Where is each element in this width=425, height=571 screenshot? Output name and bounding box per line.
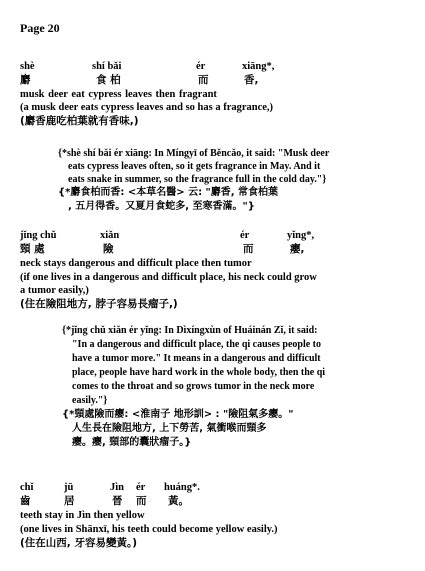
page-number: Page 20 — [20, 21, 60, 35]
note-line: easily."} — [72, 395, 108, 406]
note-line: 人生長在險阻地方, 上下勞苦, 氣衝喉而頸多 — [72, 423, 267, 434]
pinyin: ér — [240, 230, 250, 241]
pinyin: chǐ — [20, 482, 34, 493]
hanzi: 癭, — [290, 243, 305, 255]
note-line: place, people have hard work in the whole body, then the qi — [72, 367, 326, 378]
note-line: {*麝食柏而香: <本草名醫> 云: "麝香, 常食柏葉 — [58, 187, 279, 198]
pinyin: huáng*. — [164, 482, 200, 493]
hanzi: 麝 — [20, 74, 31, 86]
pinyin: shí bǎi — [92, 61, 122, 72]
pinyin: yǐng*, — [287, 230, 315, 241]
pinyin: xiǎn — [100, 230, 120, 241]
note-line: , 五月得香。又夏月食蛇多, 至寒香滿。"} — [68, 201, 255, 212]
hanzi: 食 柏 — [96, 74, 121, 86]
note-line: {*頸處險而癭: <淮南子 地形訓> : "險阻氣多癭。" — [62, 409, 294, 420]
note-line: eats cypress leaves often, so it gets fragrance in May. And it — [68, 161, 321, 172]
hanzi: 頸 處 — [20, 243, 45, 255]
translation: (one lives in Shānxī, his teeth could become yellow easily.) — [20, 524, 278, 535]
hanzi: 晉 — [112, 495, 123, 507]
translation: a tumor easily,) — [20, 285, 89, 296]
hanzi: 險 — [103, 243, 114, 255]
pinyin: jū — [64, 482, 74, 493]
hanzi: 居 — [64, 495, 75, 507]
note-line: eats snake in summer, so the fragrance full in the cold day."} — [68, 174, 327, 185]
pinyin: ér — [136, 482, 146, 493]
translation: (if one lives in a dangerous and difficult place, his neck could grow — [20, 272, 317, 283]
hanzi: 香, — [244, 74, 259, 86]
pinyin: jǐng chǔ — [20, 230, 57, 241]
chinese-translation: (麝香鹿吃柏葉就有香味,) — [20, 115, 139, 127]
note-line: {*shè shí bǎi ér xiāng: In Míngyī of Běncǎo, it said: "Musk deer — [58, 148, 330, 159]
hanzi: 齒 — [20, 495, 31, 507]
note-line: 癭。癭, 頸部的囊狀瘤子。} — [72, 437, 192, 448]
chinese-translation: (住在險阻地方, 脖子容易長瘤子,) — [20, 298, 178, 310]
gloss: teeth stay in Jìn then yellow — [20, 510, 145, 521]
note-line: comes to the throat and so grows tumor in the neck more — [72, 381, 315, 392]
note-line: {*jǐng chǔ xiǎn ér yǐng: In Dìxíngxùn of Huáinán Zǐ, it said: — [62, 325, 318, 336]
hanzi: 黃。 — [168, 495, 189, 507]
chinese-translation: (住在山西, 牙容易變黃。) — [20, 537, 137, 549]
pinyin: ér — [196, 61, 206, 72]
gloss: neck stays dangerous and difficult place then tumor — [20, 258, 252, 269]
note-line: "In a dangerous and difficult place, the qi causes people to — [72, 339, 322, 350]
hanzi: 而 — [198, 74, 209, 86]
note-line: have a tumor more." It means in a dangerous and difficult — [72, 353, 321, 364]
hanzi: 而 — [136, 495, 147, 507]
hanzi: 而 — [243, 243, 254, 255]
pinyin: xiāng*, — [242, 61, 275, 72]
pinyin: Jìn — [110, 482, 125, 493]
gloss: musk deer eat cypress leaves then fragrant — [20, 89, 217, 100]
translation: (a musk deer eats cypress leaves and so has a fragrance,) — [20, 102, 274, 113]
pinyin: shè — [20, 61, 35, 72]
